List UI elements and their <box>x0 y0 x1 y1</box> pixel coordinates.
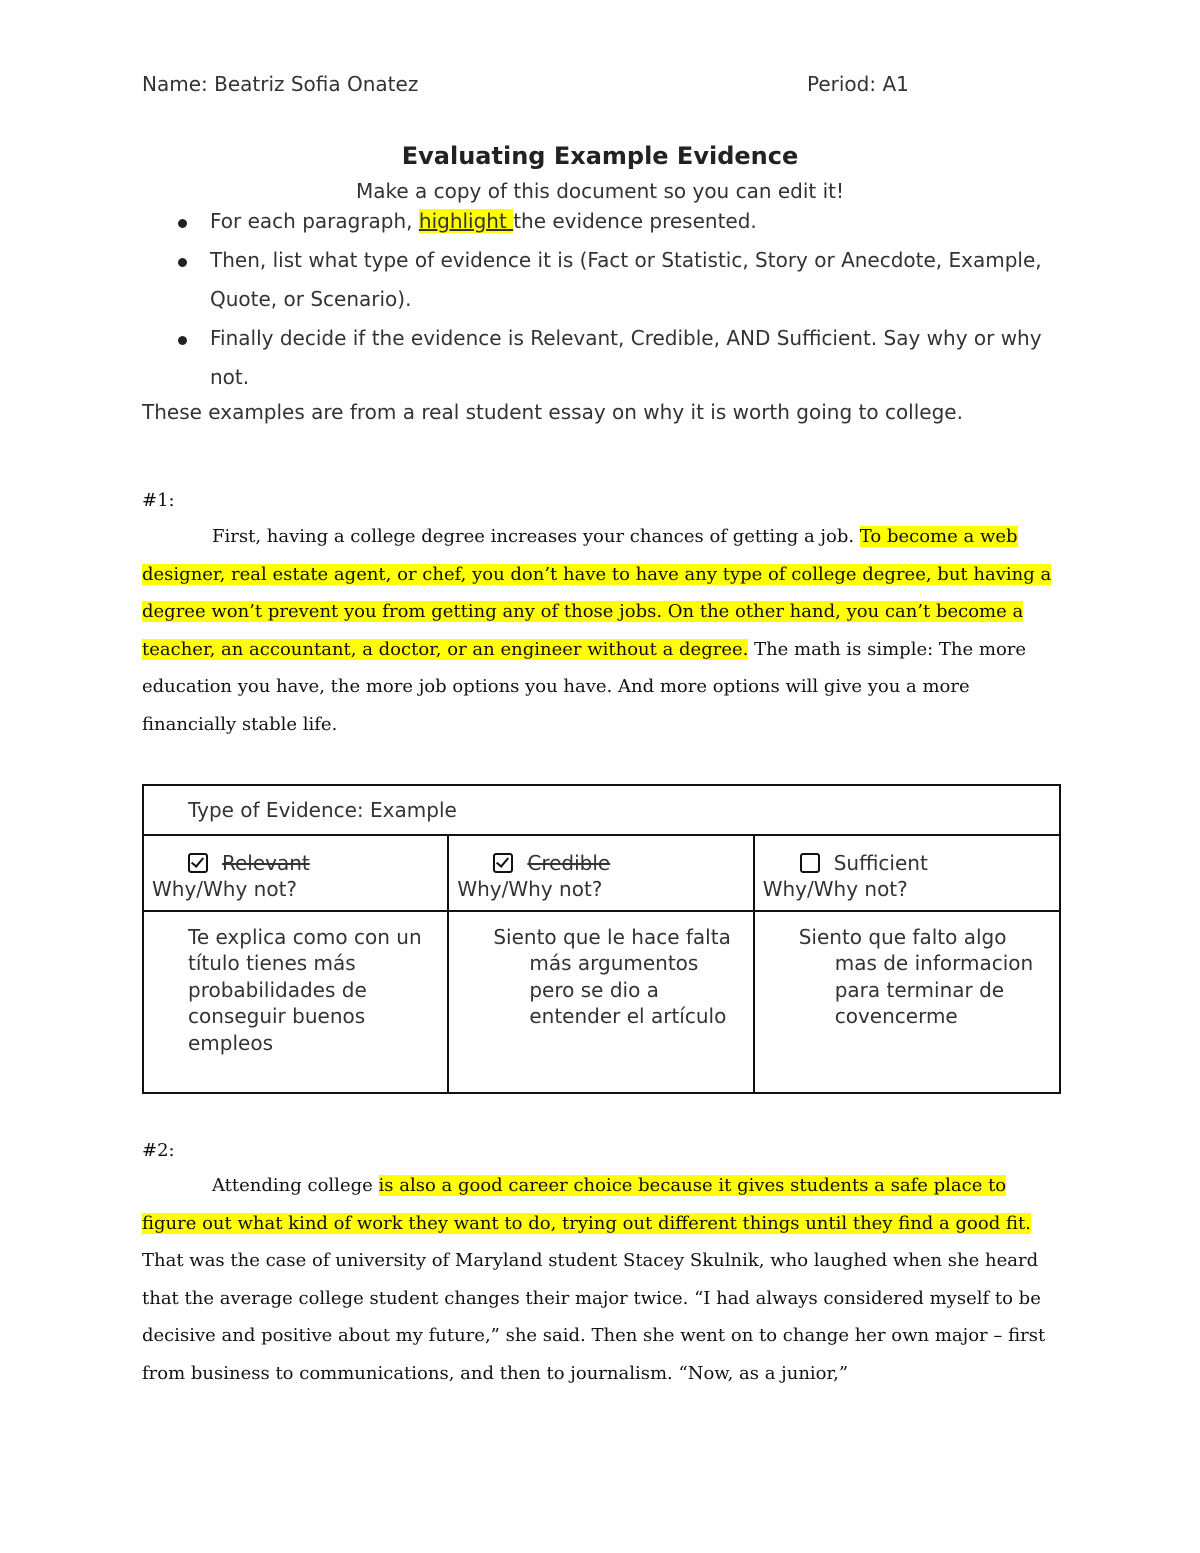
answer-credible[interactable]: Siento que le hace falta más argumentos pero se dio a entender el artículo <box>448 911 753 1093</box>
criterion-relevant: Relevant Why/Why not? <box>143 835 448 911</box>
page-title: Evaluating Example Evidence <box>401 142 799 170</box>
student-name: Name: Beatriz Sofia Onatez <box>142 72 419 96</box>
checked-checkbox-icon[interactable] <box>188 853 208 873</box>
criterion-credible: Credible Why/Why not? <box>448 835 753 911</box>
instruction-item: Then, list what type of evidence it is (Fact or Statistic, Story or Anecdote, Example, Quote, or Scenario). <box>176 241 1056 319</box>
intro-text: These examples are from a real student essay on why it is worth going to college. <box>142 400 963 424</box>
instruction-item: For each paragraph, highlight the evidence presented. <box>176 202 1056 241</box>
essay-paragraph: First, having a college degree increases your chances of getting a job. To become a web designer, real estate agent, or chef, you don’t have to have any type of college degree, but having a degree won’t prevent you from getting any of those jobs. On the other hand, you can’t become a teacher, an accountant, a doctor, or an engineer without a degree. The math is simple: The more education you have, the more job options you have. And more options will give you a more financially stable life. <box>142 526 1052 735</box>
highlighted-evidence: is also a good career choice because it gives students a safe place to figure out what kind of work they want to do, trying out different things until they find a good fit. <box>142 1175 1031 1234</box>
highlight-word: highlight <box>418 209 514 233</box>
highlighted-evidence: To become a web designer, real estate agent, or chef, you don’t have to have any type of college degree, but having a degree won’t prevent you from getting any of those jobs. On the other hand, you can’t become a teacher, an accountant, a doctor, or an engineer without a degree. <box>142 526 1052 660</box>
class-period: Period: A1 <box>807 72 909 96</box>
checked-checkbox-icon[interactable] <box>493 853 513 873</box>
answer-sufficient[interactable]: Siento que falto algo mas de informacion para terminar de covencerme <box>754 911 1060 1093</box>
page-subtitle: Make a copy of this document so you can edit it! <box>355 179 845 203</box>
section-number: #1: <box>142 490 175 511</box>
bullet-icon <box>178 219 187 228</box>
essay-paragraph: Attending college is also a good career choice because it gives students a safe place to figure out what kind of work they want to do, trying out different things until they find a good fit. That was the case of university of Maryland student Stacey Skulnik, who laughed when she heard that the average college student changes their major twice. “I had always considered myself to be decisive and positive about my future,” she said. Then she went on to change her own major – first from business to communications, and then to journalism. “Now, as a junior,” <box>142 1175 1046 1384</box>
bullet-icon <box>178 258 187 267</box>
criterion-sufficient: Sufficient Why/Why not? <box>754 835 1060 911</box>
bullet-icon <box>178 336 187 345</box>
section-number: #2: <box>142 1140 175 1161</box>
answer-relevant[interactable]: Te explica como con un título tienes más probabilidades de conseguir buenos empleos <box>143 911 448 1093</box>
type-of-evidence[interactable]: Type of Evidence: Example <box>143 785 1060 835</box>
instruction-item: Finally decide if the evidence is Relevant, Credible, AND Sufficient. Say why or why not. <box>176 319 1056 397</box>
evidence-table <box>142 784 1061 1094</box>
instructions-list <box>176 202 1056 397</box>
unchecked-checkbox-icon[interactable] <box>800 853 820 873</box>
